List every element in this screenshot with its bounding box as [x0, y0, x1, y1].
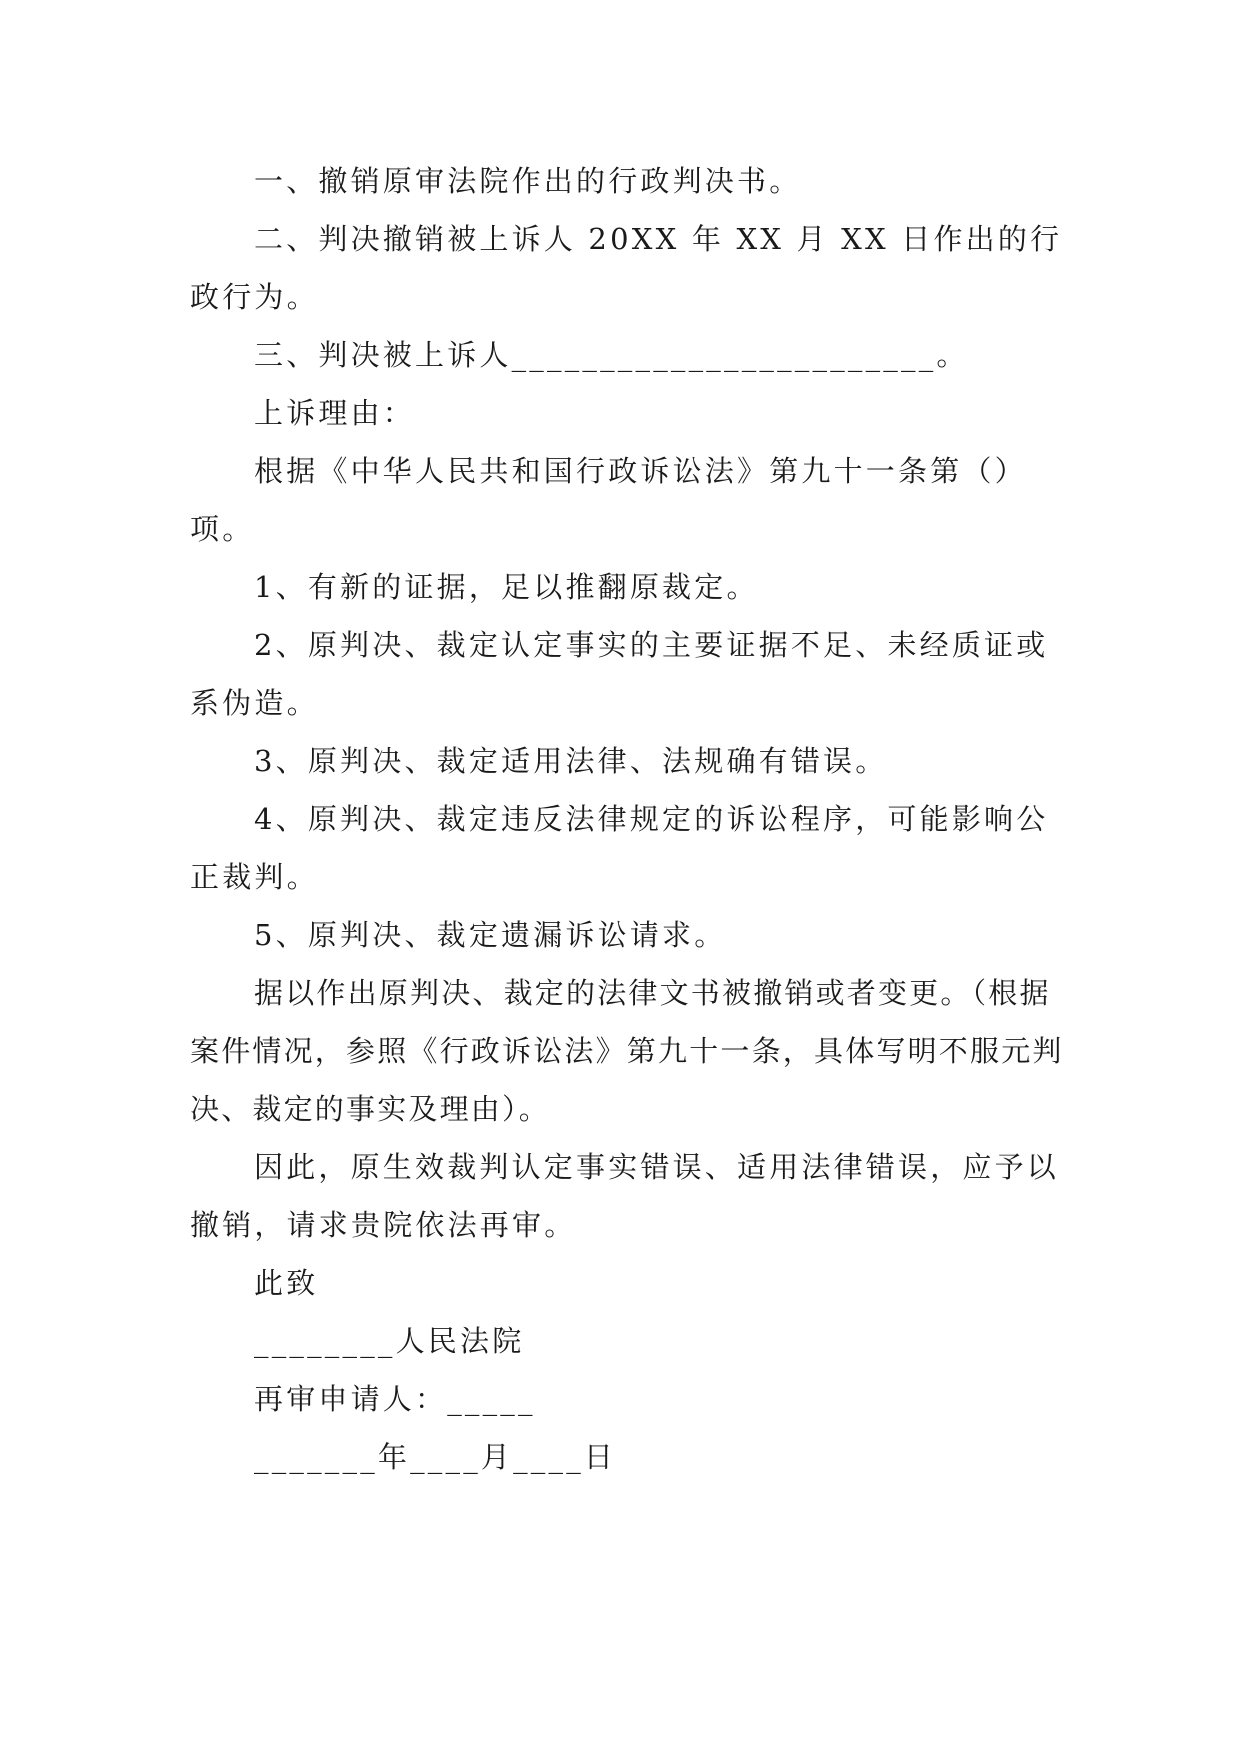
- closing-salutation: 此致: [254, 1266, 319, 1300]
- paragraph-request-2: 二、判决撤销被上诉人 20XX 年 XX 月 XX 日作出的行政行为。: [190, 222, 1063, 314]
- court-name-line: ________人民法院: [254, 1324, 525, 1358]
- paragraph-conclusion: 因此，原生效裁判认定事实错误、适用法律错误，应予以撤销，请求贵院依法再审。: [190, 1150, 1060, 1242]
- applicant-signature-line: 再审申请人：_____: [254, 1382, 536, 1416]
- paragraph-revoked-document: 据以作出原判决、裁定的法律文书被撤销或者变更。（根据案件情况，参照《行政诉讼法》第九十一条，具体写明不服元判决、裁定的事实及理由）。: [190, 976, 1064, 1126]
- paragraph-request-3: 三、判决被上诉人________________________。: [254, 338, 969, 372]
- reason-item-1: 1、有新的证据，足以推翻原裁定。: [254, 570, 759, 604]
- paragraph-legal-basis: 根据《中华人民共和国行政诉讼法》第九十一条第（）项。: [190, 454, 1027, 546]
- reason-item-4: 4、原判决、裁定违反法律规定的诉讼程序，可能影响公正裁判。: [190, 802, 1049, 894]
- reason-item-3: 3、原判决、裁定适用法律、法规确有错误。: [254, 744, 888, 778]
- reason-item-5: 5、原判决、裁定遗漏诉讼请求。: [254, 918, 727, 952]
- reason-item-2: 2、原判决、裁定认定事实的主要证据不足、未经质证或系伪造。: [190, 628, 1049, 720]
- heading-appeal-reasons: 上诉理由：: [254, 396, 416, 430]
- paragraph-request-1: 一、撤销原审法院作出的行政判决书。: [254, 164, 802, 198]
- date-line: _______年____月____日: [254, 1440, 617, 1474]
- document-body: [190, 152, 1070, 1486]
